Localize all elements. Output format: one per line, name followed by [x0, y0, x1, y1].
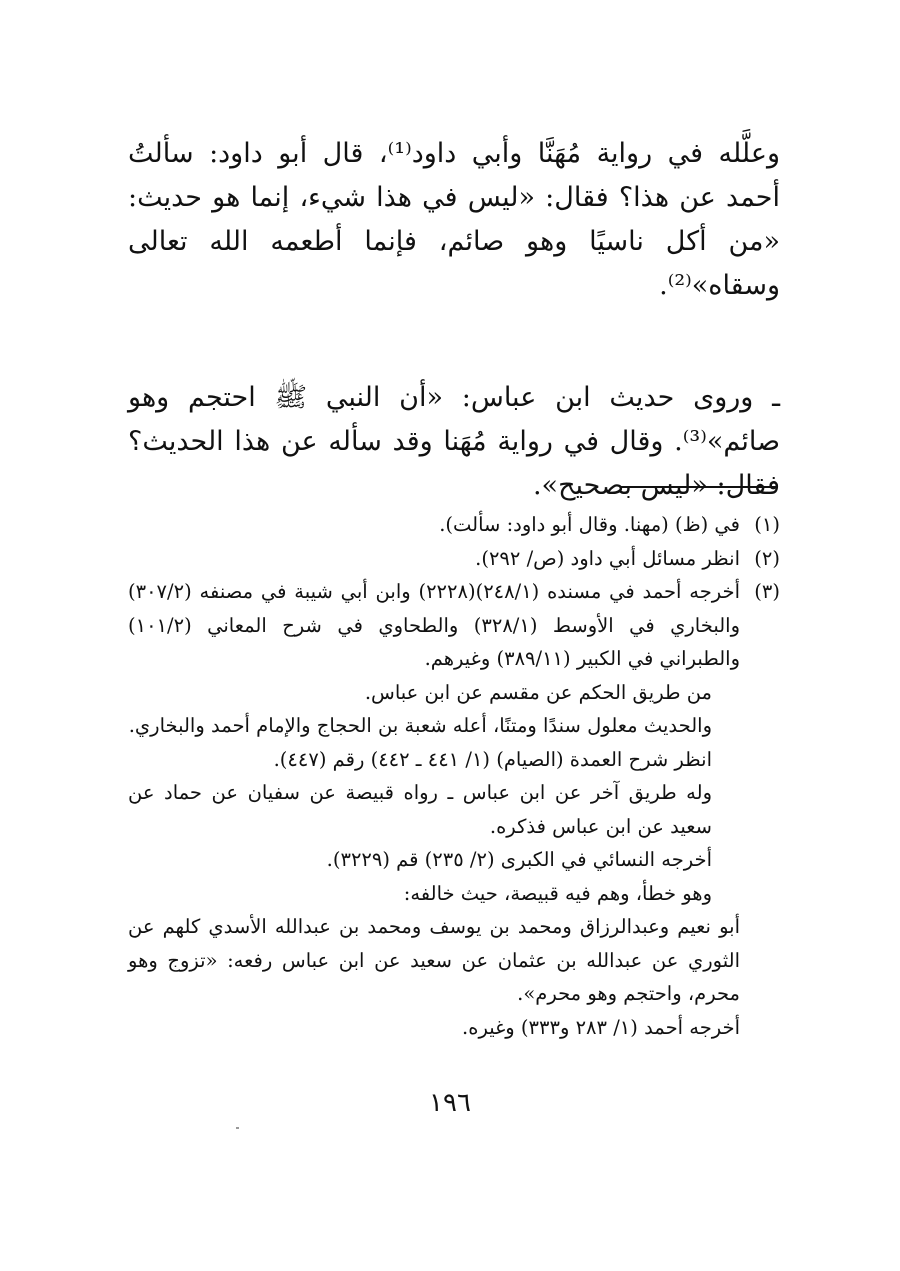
footnote-line: وله طريق آخر عن ابن عباس ـ رواه قبيصة عن سفيان عن حماد عن سعيد عن ابن عباس فذكره. [128, 781, 712, 838]
footnote-line: من طريق الحكم عن مقسم عن ابن عباس. [364, 680, 712, 704]
footnote-line: انظر مسائل أبي داود (ص/ ٢٩٢). [475, 546, 740, 570]
footnote-number: (٣) [754, 580, 780, 603]
footnote-line: وهو خطأ، وهم فيه قبيصة، حيث خالفه: [403, 881, 712, 905]
footnote-separator [620, 486, 778, 488]
footnote-line: انظر شرح العمدة (الصيام) (١/ ٤٤١ ـ ٤٤٢) رقم (٤٤٧). [273, 747, 712, 771]
scan-speck [236, 1127, 239, 1129]
footnote-line: والحديث معلول سندًا ومتنًا، أعله شعبة بن الحجاج والإمام أحمد والبخاري. [128, 714, 712, 737]
footnote-line: أخرجه أحمد في مسنده (٢٤٨/١)(٢٢٢٨) وابن أبي شيبة في مصنفه (٣٠٧/٢) والبخاري في الأوسط (٣٢٨/١) والطحاوي في شرح المعاني (١٠١/٢) والطبراني في الكبير (٣٨٩/١١) وغيرهم. [128, 580, 741, 670]
footnote-line: أخرجه النسائي في الكبرى (٢/ ٢٣٥) قم (٣٢٢٩). [326, 848, 712, 871]
paragraph-1: وعلَّله في رواية مُهَنَّا وأبي داود⁽¹⁾، قال أبو داود: سألتُ أحمد عن هذا؟ فقال: «ليس في هذا شيء، إنما هو حديث: «من أكل ناسيًا وهو صائم، فإنما أطعمه الله تعالى وسقاه»⁽²⁾. [128, 138, 781, 301]
footnote-1 [128, 508, 780, 542]
footnote-line: في (ظ) (مهنا. وقال أبو داود: سألت). [439, 513, 740, 536]
main-text [128, 132, 780, 508]
footnote-line: أبو نعيم وعبدالرزاق ومحمد بن يوسف ومحمد بن عبدالله الأسدي كلهم عن الثوري عن عبدالله بن عثمان عن سعيد عن ابن عباس رفعه: «تزوج وهو محرم، واحتجم وهو محرم». [128, 915, 740, 1005]
paragraph-2: ـ وروى حديث ابن عباس: «أن النبي ﷺ احتجم وهو صائم»⁽³⁾. وقال في رواية مُهَنا وقد سأله عن هذا الحديث؟ فقال: «ليس بصحيح». [128, 382, 780, 501]
page-number: ١٩٦ [429, 1088, 471, 1118]
footnote-line: أخرجه أحمد (١/ ٢٨٣ و٣٣٣) وغيره. [462, 1015, 740, 1039]
footnote-2 [128, 542, 780, 576]
footnote-number: (٢) [754, 546, 780, 570]
footnote-3 [128, 575, 780, 1044]
footnotes [128, 508, 780, 1044]
footnote-number: (١) [754, 513, 780, 536]
